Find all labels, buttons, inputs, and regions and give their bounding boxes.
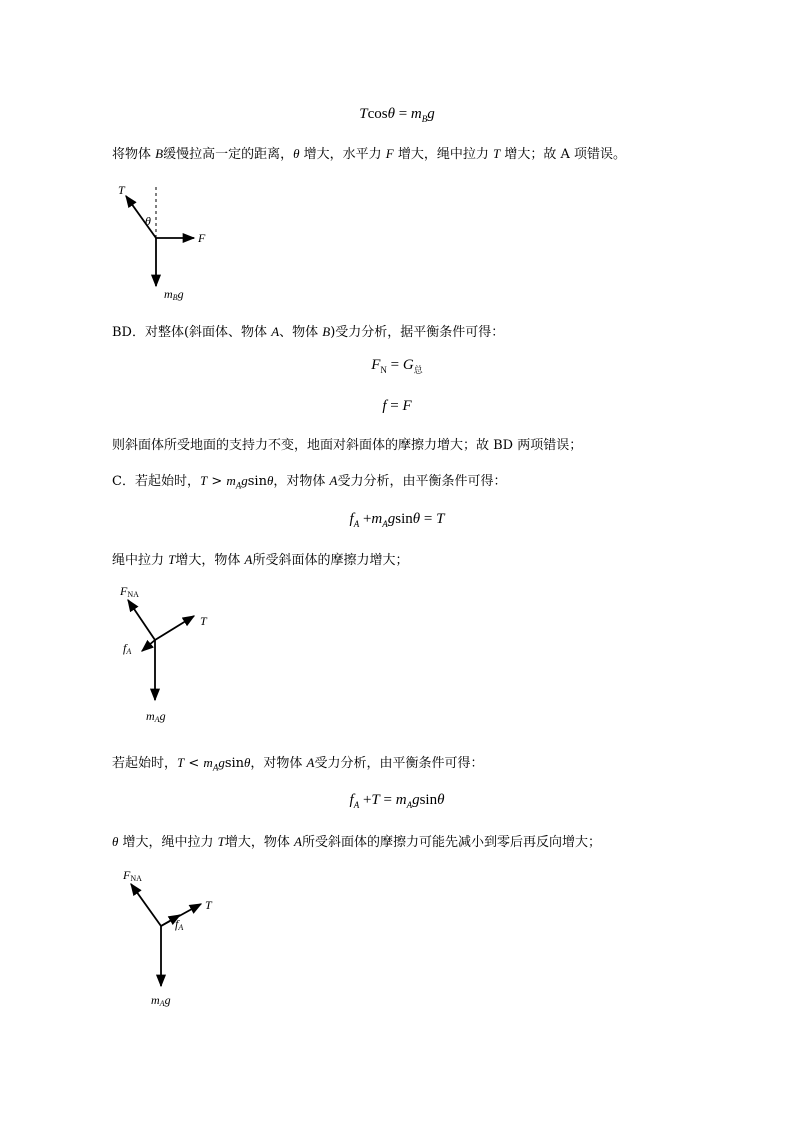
eq-operator: =: [394, 106, 411, 122]
text: 所受斜面体的摩擦力增大；: [252, 553, 409, 568]
paragraph-case-2: [112, 754, 484, 777]
var: A: [294, 834, 302, 849]
var: T: [168, 552, 176, 567]
var: T: [199, 473, 208, 488]
text: 增大，绳中拉力: [393, 147, 493, 162]
label-normal-force: FNA: [123, 868, 142, 883]
paragraph-case-1-result: [112, 551, 408, 570]
var: F: [385, 146, 394, 161]
text: ，对物体: [273, 474, 330, 489]
paragraph-option-a: [112, 145, 626, 164]
text: 绳中拉力: [112, 553, 169, 568]
var: T: [217, 834, 225, 849]
eq-symbol: T: [371, 792, 380, 808]
var: A: [244, 552, 253, 567]
var: g: [218, 755, 225, 770]
label-force: F: [198, 231, 206, 245]
eq-subscript: 总: [413, 365, 423, 375]
equation-case-2: [0, 792, 794, 810]
force-diagram-b: [100, 180, 220, 310]
tension-arrow: [155, 616, 194, 640]
eq-subscript: B: [421, 114, 428, 124]
paragraph-case-2-result: [112, 833, 601, 852]
eq-subscript: A: [353, 519, 360, 529]
eq-symbol: T: [436, 511, 445, 527]
eq-func: cos: [367, 106, 388, 122]
subscript: A: [235, 480, 242, 491]
normal-force-arrow: [131, 884, 161, 926]
eq-operator: =: [386, 357, 403, 373]
eq-subscript: A: [353, 800, 360, 810]
operator: <: [184, 756, 204, 771]
label-gravity: mAg: [146, 709, 166, 724]
label-tension: T: [118, 183, 125, 197]
eq-symbol: f: [349, 792, 354, 808]
eq-operator: =: [420, 511, 437, 527]
subscript: A: [212, 762, 219, 773]
friction-arrow: [142, 640, 155, 651]
var: m: [203, 755, 213, 770]
var: B: [322, 324, 331, 339]
equation-friction: [0, 398, 794, 415]
text: 增大，绳中拉力: [118, 835, 218, 850]
text: 受力分析，由平衡条件可得：: [314, 756, 484, 771]
var: A: [271, 324, 280, 339]
text: 所受斜面体的摩擦力可能先减小到零后再反向增大；: [301, 835, 601, 850]
eq-symbol: θ: [412, 511, 421, 527]
var: g: [241, 473, 248, 488]
eq-symbol: m: [371, 511, 383, 527]
text: 将物体: [112, 147, 156, 162]
eq-func: sin: [419, 792, 438, 808]
normal-force-arrow: [128, 600, 155, 640]
eq-subscript: N: [380, 365, 387, 375]
func: sin: [247, 474, 267, 489]
label-friction: fA: [175, 917, 184, 932]
eq-operator: +: [359, 511, 372, 527]
force-diagram-a-case-2: [105, 862, 235, 1012]
var: m: [226, 473, 236, 488]
paragraph-bd-conclusion: [112, 437, 582, 455]
tension-arrow: [126, 196, 156, 238]
text: 则斜面体所受地面的支持力不变，地面对斜面体的摩擦力增大；故 BD 两项错误；: [112, 438, 583, 453]
eq-func: sin: [395, 511, 413, 527]
text: 若起始时，: [112, 756, 178, 771]
var: T: [492, 146, 501, 161]
equation-normal-force: [0, 357, 794, 376]
force-diagram-a-case-1: [100, 578, 230, 728]
eq-symbol: m: [410, 106, 422, 122]
eq-symbol: G: [402, 357, 414, 373]
label-angle: θ: [145, 214, 151, 228]
var: θ: [244, 755, 251, 770]
eq-symbol: g: [387, 511, 396, 527]
text: )受力分析，据平衡条件可得：: [330, 325, 505, 340]
paragraph-option-bd: [112, 323, 504, 342]
eq-symbol: f: [349, 511, 354, 527]
text: 增大；故 A 项错误。: [500, 147, 627, 162]
text: ，对物体: [250, 756, 307, 771]
eq-symbol: F: [402, 398, 412, 414]
paragraph-option-c: [112, 472, 506, 495]
eq-symbol: f: [382, 398, 387, 414]
text: 增大，水平力: [299, 147, 386, 162]
equation-case-1: [0, 511, 794, 529]
eq-subscript: A: [382, 519, 388, 529]
var: B: [155, 146, 164, 161]
label-friction: fA: [123, 641, 132, 656]
eq-operator: +: [359, 792, 372, 808]
label-gravity: mBg: [164, 287, 184, 302]
var: θ: [112, 834, 119, 849]
text: 、物体: [279, 325, 323, 340]
operator: >: [207, 474, 227, 489]
eq-subscript: A: [406, 800, 413, 810]
text: 增大，物体: [224, 835, 295, 850]
var: A: [306, 755, 315, 770]
eq-symbol: θ: [437, 792, 445, 808]
label-gravity: mAg: [151, 993, 171, 1008]
text: 缓慢拉高一定的距离，: [163, 147, 294, 162]
text: 受力分析，由平衡条件可得：: [337, 474, 507, 489]
label-tension: T: [200, 614, 207, 628]
label-tension: T: [205, 898, 212, 912]
eq-symbol: m: [395, 792, 407, 808]
eq-symbol: F: [371, 357, 381, 373]
eq-symbol: T: [359, 106, 368, 122]
eq-operator: =: [379, 792, 396, 808]
var: θ: [293, 146, 300, 161]
eq-symbol: g: [412, 792, 420, 808]
text: C．若起始时，: [112, 474, 200, 489]
eq-symbol: g: [427, 106, 435, 122]
eq-operator: =: [386, 398, 403, 414]
var: T: [177, 755, 185, 770]
label-normal-force: FNA: [120, 584, 139, 599]
var: A: [329, 473, 338, 488]
text: 增大，物体: [175, 553, 245, 568]
eq-symbol: θ: [387, 106, 395, 122]
func: sin: [224, 756, 245, 771]
var: θ: [266, 473, 274, 488]
equation-tension-vertical: [0, 106, 794, 124]
text: BD．对整体(斜面体、物体: [112, 325, 272, 340]
